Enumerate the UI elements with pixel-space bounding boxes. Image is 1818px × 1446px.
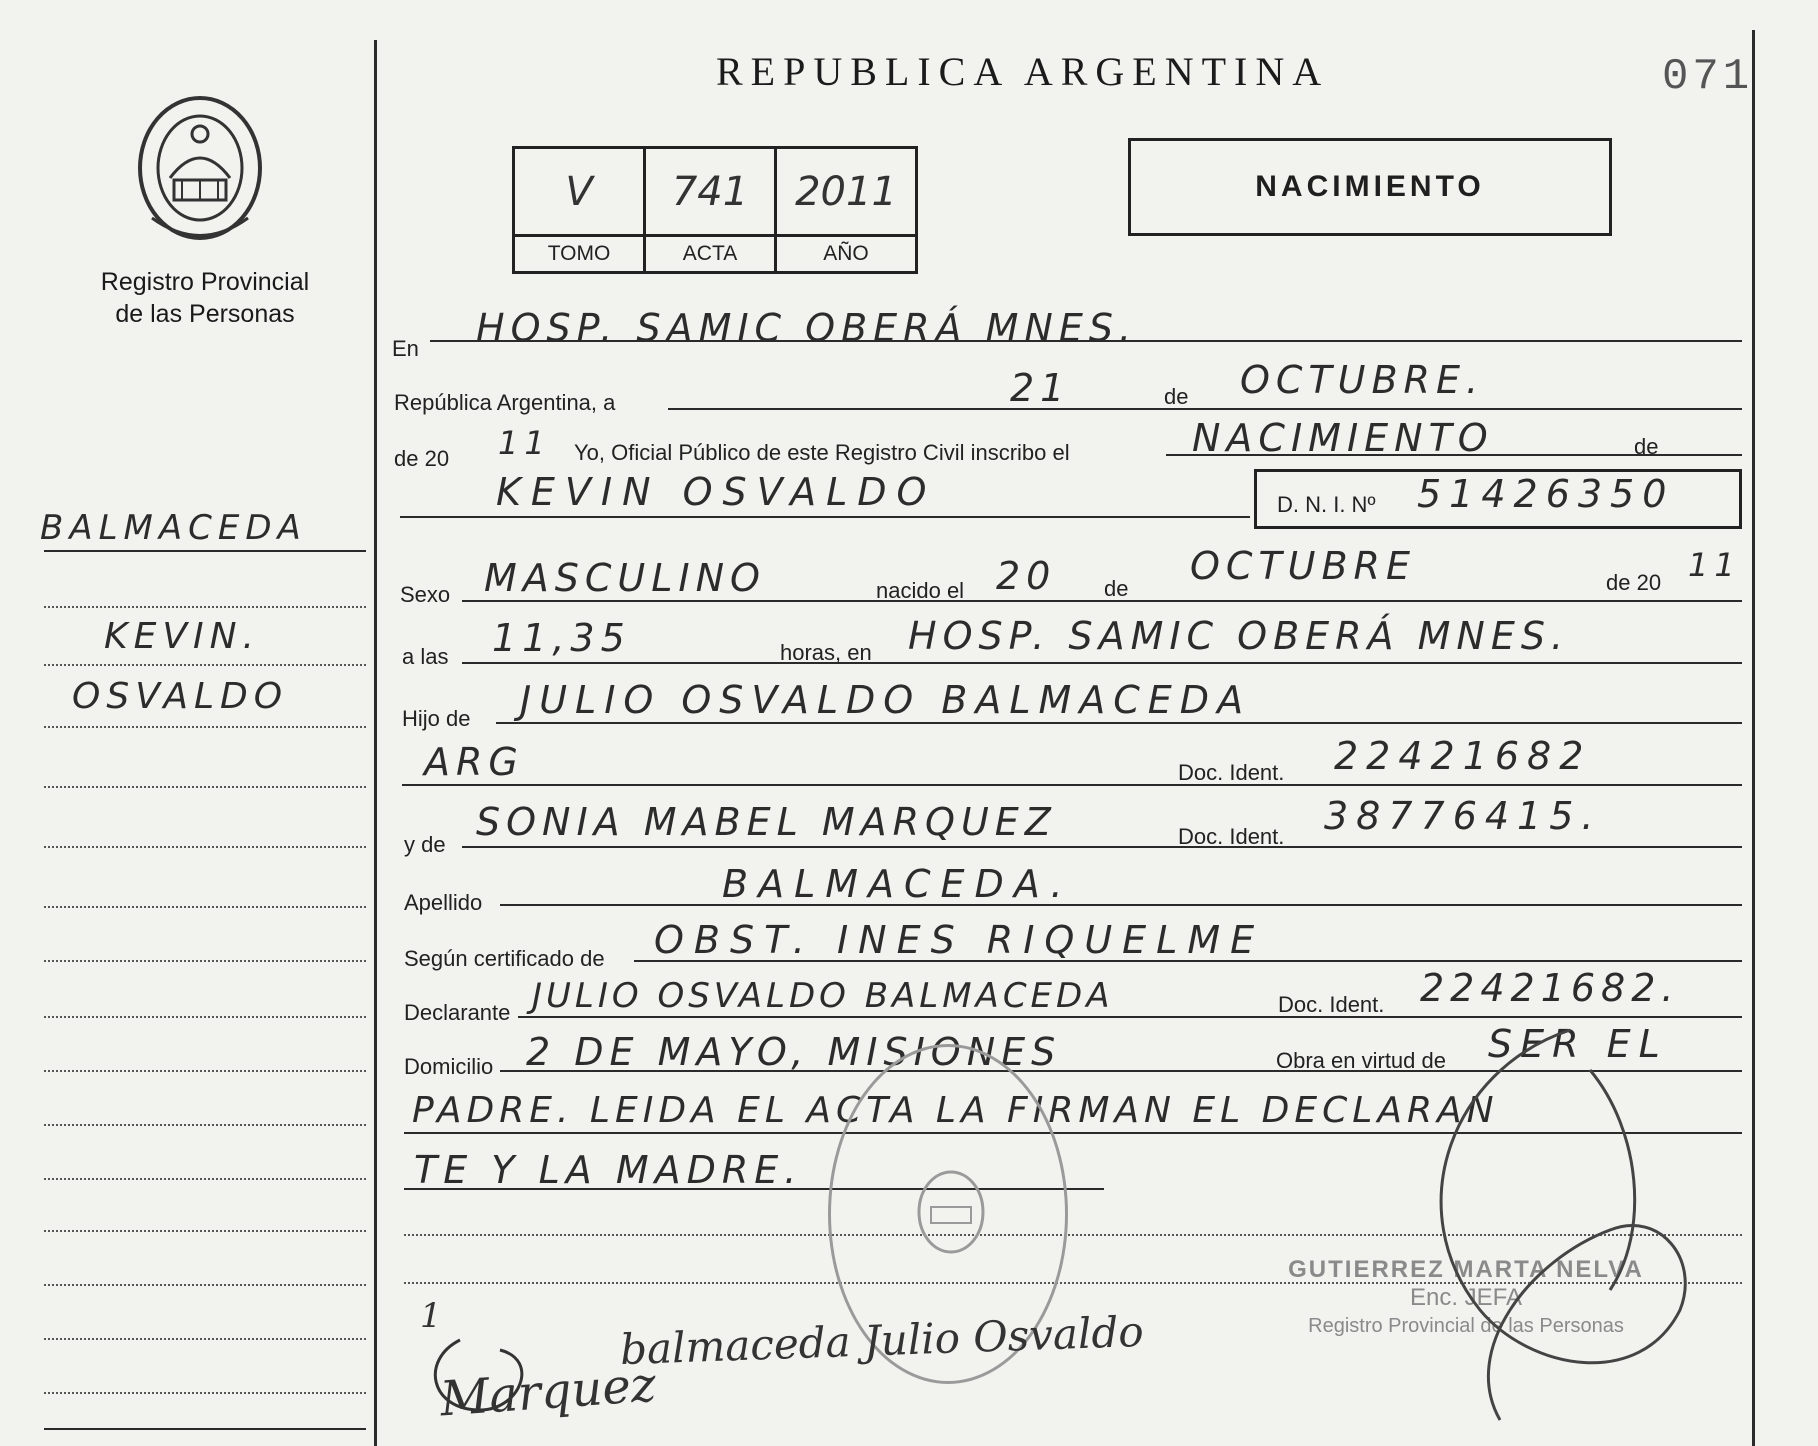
mother-doc-value: 38776415. xyxy=(1324,794,1602,838)
margin-dotline xyxy=(44,1338,366,1340)
official-signature-icon xyxy=(1380,1010,1720,1430)
horas-label: horas, en xyxy=(780,640,872,665)
margin-name-1: KEVIN. xyxy=(104,616,260,657)
office-line-1: Registro Provincial xyxy=(100,268,310,296)
acta-cell xyxy=(646,149,777,271)
acta-value: 741 xyxy=(671,169,749,215)
nombre-value: KEVIN OSVALDO xyxy=(496,470,937,514)
form-line xyxy=(400,516,1250,518)
father-value: JULIO OSVALDO BALMACEDA xyxy=(520,678,1252,722)
margin-dotline xyxy=(44,1016,366,1018)
tomo-cell xyxy=(515,149,646,271)
stamp-emblem-icon xyxy=(911,1167,991,1257)
declarante-signature: balmaceda Julio Osvaldo xyxy=(619,1306,1145,1375)
birth-day-value: 20 xyxy=(996,554,1057,598)
nacido-label: nacido el xyxy=(876,578,965,603)
en-label: En xyxy=(392,336,419,361)
apellido-value: BALMACEDA. xyxy=(722,862,1073,906)
form-line xyxy=(668,408,1742,410)
father-nationality: ARG xyxy=(424,740,524,784)
margin-dotline xyxy=(44,1392,366,1394)
apellido-label: Apellido xyxy=(404,890,483,915)
margin-dotline xyxy=(44,786,366,788)
sexo-label: Sexo xyxy=(400,582,451,607)
form-line xyxy=(462,662,1742,664)
office-line-2: de las Personas xyxy=(115,300,295,328)
doc-label-2: Doc. Ident. xyxy=(1178,824,1285,849)
margin-dotline xyxy=(44,1070,366,1072)
margin-dotline xyxy=(44,1178,366,1180)
dni-value: 51426350 xyxy=(1417,472,1675,516)
margin-dotline xyxy=(44,906,366,908)
hour-value: 11,35 xyxy=(492,616,631,660)
oficial-label: Yo, Oficial Público de este Registro Civil inscribo el xyxy=(574,440,1070,465)
de-label-3: de xyxy=(1104,576,1129,601)
margin-dotline xyxy=(44,846,366,848)
margin-dotline xyxy=(44,606,366,608)
tomo-value: V xyxy=(565,169,593,215)
obra-label: Obra en virtud de xyxy=(1276,1048,1446,1073)
day-value: 21 xyxy=(1010,366,1071,410)
form-line xyxy=(1166,454,1742,456)
de-label-2: de xyxy=(1634,434,1659,459)
mother-signature-flourish-icon xyxy=(420,1320,580,1430)
a-las-label: a las xyxy=(402,644,449,669)
form-line xyxy=(500,904,1742,906)
certificado-label: Según certificado de xyxy=(404,946,605,971)
margin-dotline xyxy=(44,1124,366,1126)
hijo-label: Hijo de xyxy=(402,706,471,731)
registry-office-name xyxy=(60,266,350,330)
de20-label: de 20 xyxy=(394,446,450,471)
certificado-value: OBST. INES RIQUELME xyxy=(654,918,1265,962)
birth-year-value: 11 xyxy=(1688,546,1741,584)
republica-label: República Argentina, a xyxy=(394,390,616,415)
margin-line xyxy=(44,1428,366,1430)
mother-signature: Marquez xyxy=(438,1356,658,1428)
anio-value: 2011 xyxy=(795,169,897,215)
margin-dotline xyxy=(44,664,366,666)
en-value: HOSP. SAMIC OBERÁ MNES. xyxy=(476,306,1138,350)
anio-cell xyxy=(777,149,915,271)
form-line xyxy=(496,722,1742,724)
official-office: Registro Provincial de las Personas xyxy=(1308,1315,1624,1337)
margin-dotline xyxy=(44,1230,366,1232)
form-line xyxy=(462,600,1742,602)
acta-label: ACTA xyxy=(646,234,774,271)
page-number: 071 xyxy=(1662,52,1754,102)
y-de-label: y de xyxy=(404,832,446,857)
margin-dotline xyxy=(44,726,366,728)
dni-box xyxy=(1254,469,1742,529)
registration-box xyxy=(512,146,918,274)
document-title: REPUBLICA ARGENTINA xyxy=(716,49,1330,94)
provincial-seal-icon xyxy=(122,88,278,244)
de-label: de xyxy=(1164,384,1189,409)
record-type-box: NACIMIENTO xyxy=(1128,138,1612,236)
margin-dotline xyxy=(44,960,366,962)
margin-surname: BALMACEDA xyxy=(40,508,307,548)
place-value: HOSP. SAMIC OBERÁ MNES. xyxy=(908,614,1570,658)
tomo-label: TOMO xyxy=(515,234,643,271)
official-role: Enc. JEFA xyxy=(1409,1284,1523,1311)
month-value: OCTUBRE. xyxy=(1240,358,1485,402)
signature-mark: 1 xyxy=(420,1296,442,1336)
observation-line-2: TE Y LA MADRE. xyxy=(414,1148,803,1192)
margin-dotline xyxy=(44,1284,366,1286)
form-line xyxy=(462,846,1742,848)
margin-line xyxy=(44,550,366,552)
year-value: 11 xyxy=(498,424,551,462)
domicilio-value: 2 DE MAYO, MISIONES xyxy=(526,1030,1062,1074)
form-line xyxy=(402,784,1742,786)
doc-label-3: Doc. Ident. xyxy=(1278,992,1385,1017)
form-line xyxy=(634,960,1742,962)
left-column-divider xyxy=(374,40,377,1446)
birth-month-value: OCTUBRE xyxy=(1190,544,1416,588)
declarante-value: JULIO OSVALDO BALMACEDA xyxy=(532,976,1114,1016)
obra-value: SER EL xyxy=(1488,1022,1668,1066)
right-border xyxy=(1752,30,1755,1446)
mother-value: SONIA MABEL MARQUEZ xyxy=(476,800,1057,844)
anio-label: AÑO xyxy=(777,234,915,271)
acto-value: NACIMIENTO xyxy=(1192,416,1494,460)
doc-label: Doc. Ident. xyxy=(1178,760,1285,785)
father-doc-value: 22421682 xyxy=(1334,734,1592,778)
declarante-label: Declarante xyxy=(404,1000,511,1025)
de20-label-2: de 20 xyxy=(1606,570,1662,595)
official-name: GUTIERREZ MARTA NELVA xyxy=(1288,1256,1644,1283)
margin-name-2: OSVALDO xyxy=(72,676,289,717)
declarante-doc-value: 22421682. xyxy=(1420,966,1680,1010)
sexo-value: MASCULINO xyxy=(484,556,766,600)
domicilio-label: Domicilio xyxy=(404,1054,494,1079)
observation-line-1: PADRE. LEIDA EL ACTA LA FIRMAN EL DECLARAN xyxy=(412,1090,1499,1131)
form-line xyxy=(430,340,1742,342)
dni-label: D. N. I. Nº xyxy=(1277,492,1376,517)
